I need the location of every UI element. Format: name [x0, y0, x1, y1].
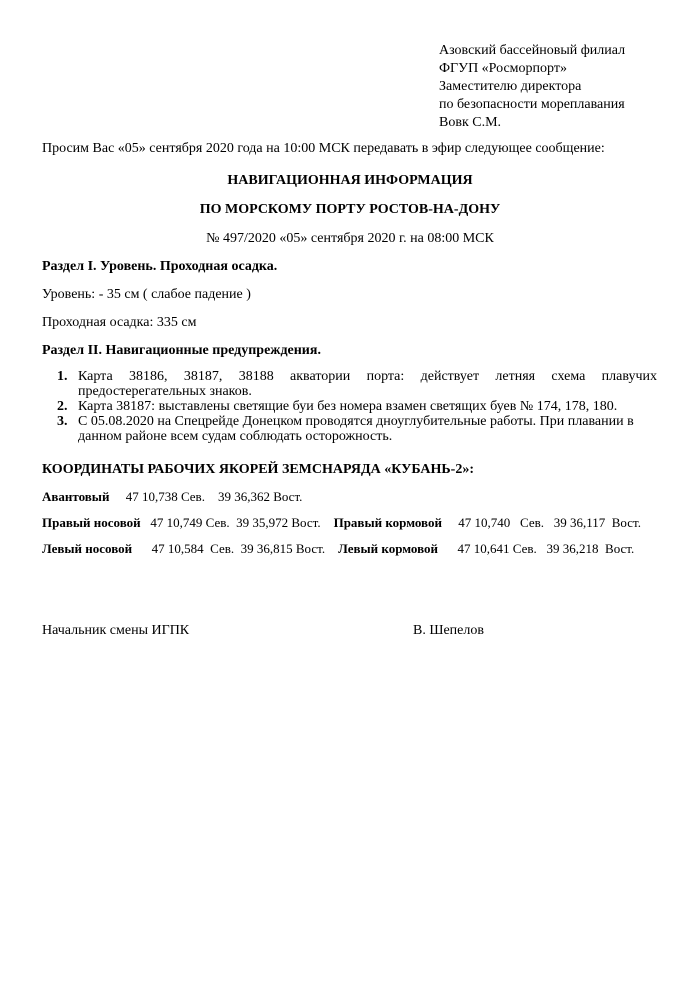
left-bow-value: 47 10,584 Сев. 39 36,815 Вост. — [151, 541, 326, 556]
list-item-number: 3. — [57, 414, 68, 429]
addressee-line: Вовк С.М. — [439, 115, 502, 130]
request-text: Просим Вас «05» сентября 2020 года на 10:00 МСК передавать в эфир следующее сообщение: — [42, 141, 605, 156]
left-stern-label: Левый кормовой — [338, 541, 439, 556]
list-item-text: Карта 38187: выставлены светящие буи без номера взамен светящих буев № 174, 178, 180. — [78, 399, 618, 414]
list-item-number: 1. — [57, 369, 68, 384]
right-bow-value: 47 10,749 Сев. 39 35,972 Вост. — [150, 515, 321, 530]
signature-name: В. Шепелов — [413, 623, 484, 638]
right-stern-label: Правый кормовой — [333, 515, 442, 530]
list-item-continuation: данном районе всем судам соблюдать осторожность. — [78, 429, 393, 444]
section1-heading: Раздел I. Уровень. Проходная осадка. — [42, 259, 278, 274]
avant-anchor-row — [42, 489, 302, 505]
addressee-line: ФГУП «Росморпорт» — [439, 61, 567, 76]
list-item — [57, 414, 657, 444]
addressee-block — [439, 42, 625, 132]
right-bow-label: Правый носовой — [42, 515, 141, 530]
list-item-number: 2. — [57, 399, 68, 414]
list-item-continuation: предостерегательных знаков. — [78, 384, 252, 399]
addressee-line: по безопасности мореплавания — [439, 97, 625, 112]
list-item — [57, 399, 657, 414]
list-item-text: С 05.08.2020 на Спецрейде Донецком проводятся дноуглубительные работы. При плавании в — [78, 414, 634, 429]
document-number: № 497/2020 «05» сентября 2020 г. на 08:00 МСК — [206, 231, 494, 246]
draft-text: Проходная осадка: 335 см — [42, 315, 197, 330]
right-stern-value: 47 10,740 Сев. 39 36,117 Вост. — [458, 515, 641, 530]
document-subtitle: ПО МОРСКОМУ ПОРТУ РОСТОВ-НА-ДОНУ — [199, 202, 501, 217]
avant-anchor-label: Авантовый — [42, 489, 110, 504]
addressee-line: Азовский бассейновый филиал — [439, 43, 626, 58]
addressee-line: Заместителю директора — [439, 79, 582, 94]
signature-position: Начальник смены ИГПК — [42, 623, 190, 638]
avant-anchor-value: 47 10,738 Сев. 39 36,362 Вост. — [125, 489, 303, 504]
document-title: НАВИГАЦИОННАЯ ИНФОРМАЦИЯ — [227, 173, 473, 188]
list-item — [57, 369, 657, 399]
left-anchors-row — [42, 541, 634, 557]
level-text: Уровень: - 35 см ( слабое падение ) — [42, 287, 251, 302]
left-bow-label: Левый носовой — [42, 541, 133, 556]
warnings-list — [57, 369, 657, 444]
coords-heading: КООРДИНАТЫ РАБОЧИХ ЯКОРЕЙ ЗЕМСНАРЯДА «КУБАНЬ-2»: — [42, 462, 474, 477]
section2-heading: Раздел II. Навигационные предупреждения. — [42, 343, 321, 358]
right-anchors-row — [42, 515, 641, 531]
left-stern-value: 47 10,641 Сев. 39 36,218 Вост. — [457, 541, 635, 556]
list-item-text: Карта 38186, 38187, 38188 акватории порта: действует летняя схема плавучих — [78, 369, 657, 384]
